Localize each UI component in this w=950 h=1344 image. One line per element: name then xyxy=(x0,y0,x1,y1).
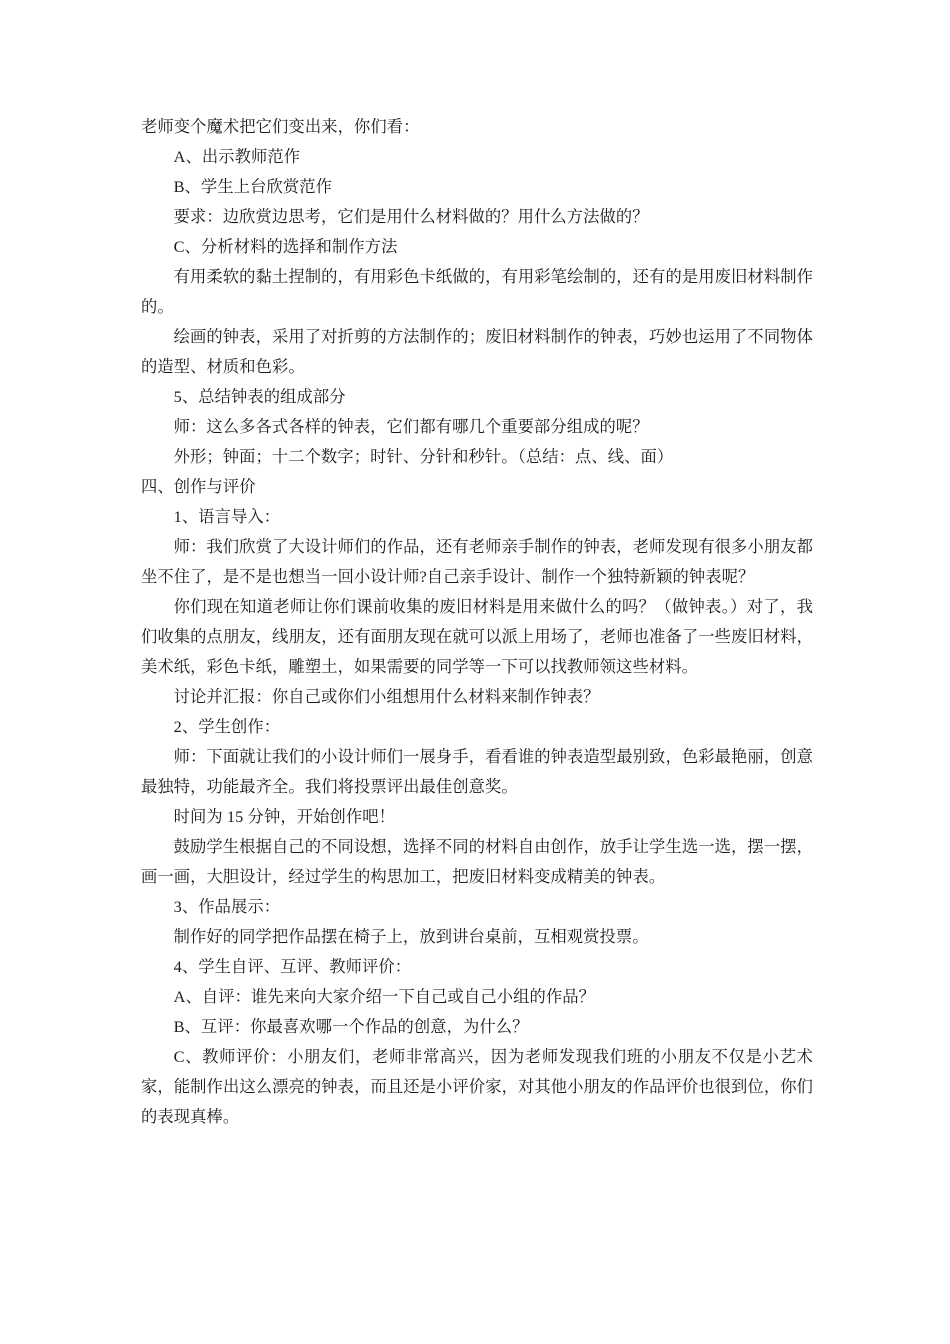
paragraph-item-b-student-view: B、学生上台欣赏范作 xyxy=(173,177,332,196)
paragraph-section-5-summary: 5、总结钟表的组成部分 xyxy=(173,387,346,406)
paragraph-clock-parts-answer: 外形；钟面；十二个数字；时针、分针和秒针。（总结：点、线、面） xyxy=(173,447,674,466)
document-text-body xyxy=(141,112,813,1132)
paragraph-eval-b-peer: B、互评：你最喜欢哪一个作品的创意，为什么？ xyxy=(173,1017,529,1036)
paragraph-eval-a-self: A、自评：谁先来向大家介绍一下自己或自己小组的作品？ xyxy=(173,987,595,1006)
paragraph-discuss-and-report: 讨论并汇报：你自己或你们小组想用什么材料来制作钟表？ xyxy=(173,687,600,706)
paragraph-materials-description: 有用柔软的黏土捏制的，有用彩色卡纸做的，有用彩笔绘制的，还有的是用废旧材料制作的。 xyxy=(141,267,813,316)
paragraph-teacher-question-parts: 师：这么多各式各样的钟表，它们都有哪几个重要部分组成的呢？ xyxy=(173,417,649,436)
paragraph-eval-c-teacher: C、教师评价：小朋友们，老师非常高兴，因为老师发现我们班的小朋友不仅是小艺术家，能制作出这么漂亮的钟表，而且还是小评价家，对其他小朋友的作品评价也很到位，你们的表现真棒。 xyxy=(141,1047,813,1126)
paragraph-item-c-analyze: C、分析材料的选择和制作方法 xyxy=(173,237,398,256)
paragraph-recycled-materials-question: 你们现在知道老师让你们课前收集的废旧材料是用来做什么的吗？（做钟表。）对了，我们收集的点朋友，线朋友，还有面朋友现在就可以派上用场了，老师也准备了一些废旧材料，美术纸，彩色卡纸，雕塑土，如果需要的同学等一下可以找教师领这些材料。 xyxy=(141,597,813,676)
paragraph-display-instructions: 制作好的同学把作品摆在椅子上，放到讲台桌前，互相观赏投票。 xyxy=(173,927,649,946)
paragraph-requirement-line: 要求：边欣赏边思考，它们是用什么材料做的？用什么方法做的？ xyxy=(173,207,649,226)
paragraph-sub-4-evaluation: 4、学生自评、互评、教师评价： xyxy=(173,957,412,976)
paragraph-painting-clock-method: 绘画的钟表，采用了对折剪的方法制作的；废旧材料制作的钟表，巧妙也运用了不同物体的造型、材质和色彩。 xyxy=(141,327,813,376)
paragraph-teacher-encourage-creation: 师：下面就让我们的小设计师们一展身手，看看谁的钟表造型最别致，色彩最艳丽，创意最独特，功能最齐全。我们将投票评出最佳创意奖。 xyxy=(141,747,813,796)
paragraph-section-4-heading: 四、创作与评价 xyxy=(141,477,256,496)
paragraph-sub-1-language-intro: 1、语言导入： xyxy=(173,507,281,526)
paragraph-time-limit-line: 时间为 15 分钟，开始创作吧！ xyxy=(173,807,395,826)
paragraph-intro-magic: 老师变个魔术把它们变出来，你们看： xyxy=(141,117,420,136)
paragraph-item-a-teacher-demo: A、出示教师范作 xyxy=(173,147,301,166)
paragraph-teacher-speech-designers: 师：我们欣赏了大设计师们的作品，还有老师亲手制作的钟表，老师发现有很多小朋友都坐不住了，是不是也想当一回小设计师?自己亲手设计、制作一个独特新颖的钟表呢？ xyxy=(141,537,813,586)
paragraph-sub-2-student-creation: 2、学生创作： xyxy=(173,717,281,736)
paragraph-encourage-free-creation: 鼓励学生根据自己的不同设想，选择不同的材料自由创作，放手让学生选一选，摆一摆，画一画，大胆设计，经过学生的构思加工，把废旧材料变成精美的钟表。 xyxy=(141,837,813,886)
paragraph-sub-3-work-display: 3、作品展示： xyxy=(173,897,281,916)
